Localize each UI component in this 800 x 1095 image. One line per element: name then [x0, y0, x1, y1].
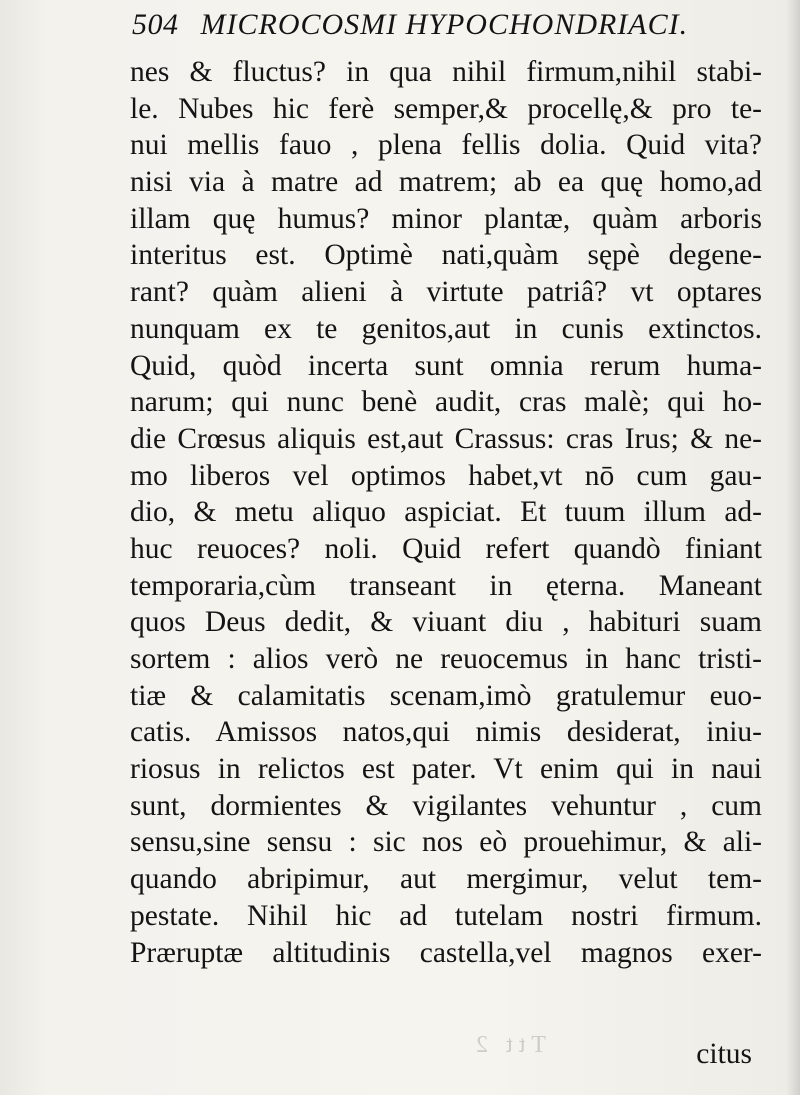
- text-line: riosus in relictos est pater. Vt enim qui in naui: [130, 753, 762, 786]
- text-line: tiæ & calamitatis scenam,imò gratulemur euo-: [130, 679, 762, 712]
- text-line: illam quę humus? minor plantæ, quàm arboris: [130, 202, 762, 235]
- text-line: narum; qui nunc benè audit, cras malè; qui ho-: [130, 386, 762, 419]
- text-line: nisi via à matre ad matrem; ab ea quę homo,ad: [130, 166, 762, 199]
- text-line: nes & fluctus? in qua nihil firmum,nihil stabi-: [130, 56, 762, 88]
- text-line: pestate. Nihil hic ad tutelam nostri firmum.: [130, 899, 762, 932]
- page-number: 504: [132, 8, 179, 41]
- text-line: sensu,sine sensu : sic nos eò prouehimur, & ali-: [130, 826, 762, 859]
- page-edge-shadow: [786, 0, 800, 1095]
- catchword: citus: [696, 1038, 752, 1070]
- body-text: [130, 54, 762, 971]
- text-line: nunquam ex te genitos,aut in cunis extinctos.: [130, 312, 762, 345]
- text-line: catis. Amissos natos,qui nimis desiderat, iniu-: [130, 716, 762, 749]
- text-line: dio, & metu aliquo aspiciat. Et tuum illum ad-: [130, 496, 762, 529]
- text-line: quos Deus dedit, & viuant diu , habituri suam: [130, 606, 762, 639]
- text-line: interitus est. Optimè nati,quàm sępè degene-: [130, 239, 762, 272]
- text-line: sunt, dormientes & vigilantes vehuntur , cum: [130, 789, 762, 822]
- text-line: Præruptæ altitudinis castella,vel magnos exer-: [130, 936, 762, 969]
- bleed-through-text: Ttt 2: [470, 1032, 546, 1058]
- text-line: sortem : alios verò ne reuocemus in hanc tristi-: [130, 643, 762, 675]
- text-line: mo liberos vel optimos habet,vt nō cum gau-: [130, 459, 762, 492]
- text-line: die Crœsus aliquis est,aut Crassus: cras Irus; & ne-: [130, 422, 762, 455]
- running-title: MICROCOSMI HYPOCHONDRIACI.: [200, 8, 689, 41]
- text-line: rant? quàm alieni à virtute patriâ? vt optares: [130, 276, 762, 309]
- text-line: quando abripimur, aut mergimur, velut tem-: [130, 863, 762, 896]
- text-line: le. Nubes hic ferè semper,& procellę,& pro te-: [130, 92, 762, 125]
- text-line: nui mellis fauo , plena fellis dolia. Quid vita?: [130, 129, 762, 162]
- text-line: huc reuoces? noli. Quid refert quandò finiant: [130, 532, 762, 565]
- text-line: Quid, quòd incerta sunt omnia rerum huma-: [130, 349, 762, 382]
- running-header: [132, 8, 688, 52]
- text-line: temporaria,cùm transeant in ęterna. Maneant: [130, 569, 762, 602]
